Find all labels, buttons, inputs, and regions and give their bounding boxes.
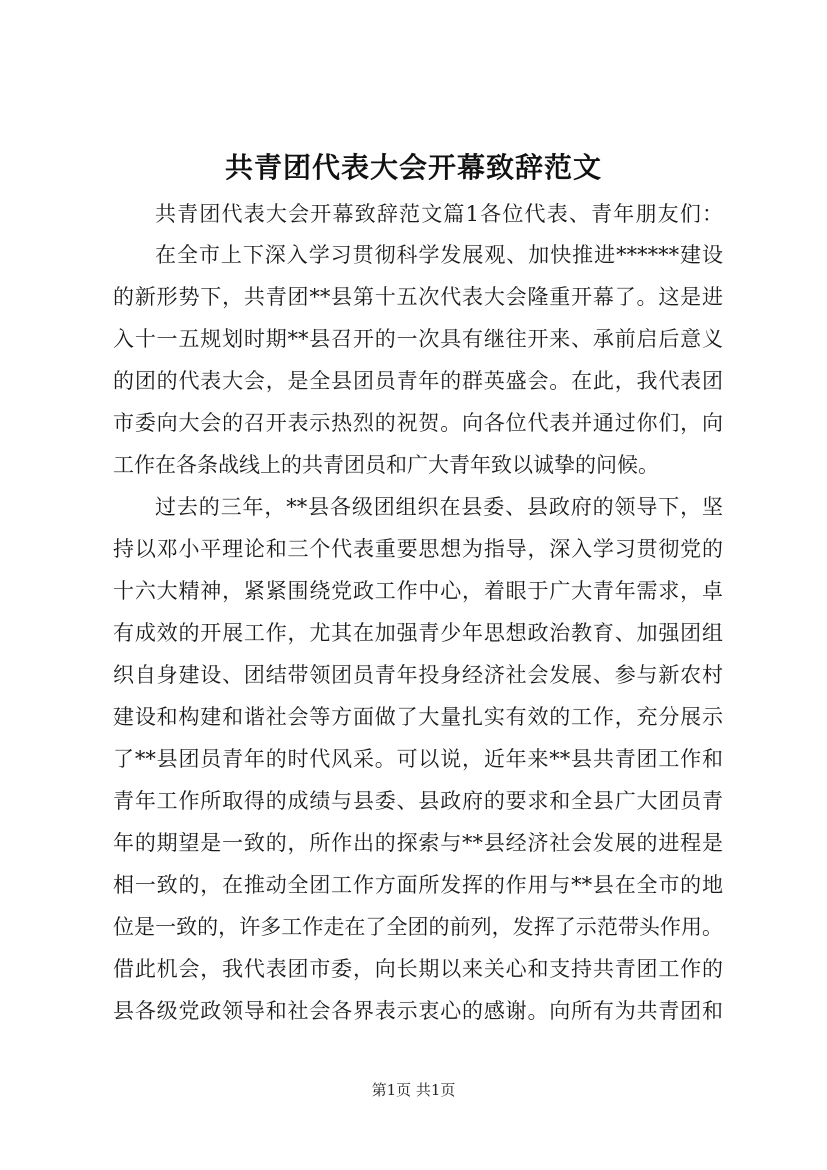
paragraph-line: 的团的代表大会，是全县团员青年的群英盛会。在此，我代表团 xyxy=(113,369,723,393)
page-number-footer: 第1页 共1页 xyxy=(371,1081,456,1099)
paragraph-line: 青年工作所取得的成绩与县委、县政府的要求和全县广大团员青 xyxy=(113,789,723,813)
paragraph-line: 持以邓小平理论和三个代表重要思想为指导，深入学习贯彻党的 xyxy=(113,537,723,561)
paragraph-line: 县各级党政领导和社会各界表示衷心的感谢。向所有为共青团和 xyxy=(113,999,723,1023)
paragraph-line: 市委向大会的召开表示热烈的祝贺。向各位代表并通过你们，向 xyxy=(113,411,723,435)
paragraph-line: 的新形势下，共青团**县第十五次代表大会隆重开幕了。这是进 xyxy=(113,285,723,309)
paragraph-line: 在全市上下深入学习贯彻科学发展观、加快推进******建设 xyxy=(155,243,723,267)
paragraph-line: 共青团代表大会开幕致辞范文篇1各位代表、青年朋友们： xyxy=(155,202,723,226)
paragraph-line: 织自身建设、团结带领团员青年投身经济社会发展、参与新农村 xyxy=(113,663,723,687)
paragraph-line: 有成效的开展工作，尤其在加强青少年思想政治教育、加强团组 xyxy=(113,621,723,645)
paragraph-line: 过去的三年，**县各级团组织在县委、县政府的领导下，坚 xyxy=(155,495,723,519)
paragraph-line: 年的期望是一致的，所作出的探索与**县经济社会发展的进程是 xyxy=(113,831,723,855)
paragraph-line: 位是一致的，许多工作走在了全团的前列，发挥了示范带头作用。 xyxy=(113,915,723,939)
document-title: 共青团代表大会开幕致辞范文 xyxy=(224,151,602,184)
paragraph-line: 建设和构建和谐社会等方面做了大量扎实有效的工作，充分展示 xyxy=(113,705,723,729)
paragraph-line: 了**县团员青年的时代风采。可以说，近年来**县共青团工作和 xyxy=(113,747,723,771)
paragraph-line: 十六大精神，紧紧围绕党政工作中心，着眼于广大青年需求，卓 xyxy=(113,579,723,603)
paragraph-line: 工作在各条战线上的共青团员和广大青年致以诚挚的问候。 xyxy=(113,453,659,477)
paragraph-line: 借此机会，我代表团市委，向长期以来关心和支持共青团工作的 xyxy=(113,957,723,981)
paragraph-line: 相一致的，在推动全团工作方面所发挥的作用与**县在全市的地 xyxy=(113,873,723,897)
paragraph-line: 入十一五规划时期**县召开的一次具有继往开来、承前启后意义 xyxy=(113,327,723,351)
